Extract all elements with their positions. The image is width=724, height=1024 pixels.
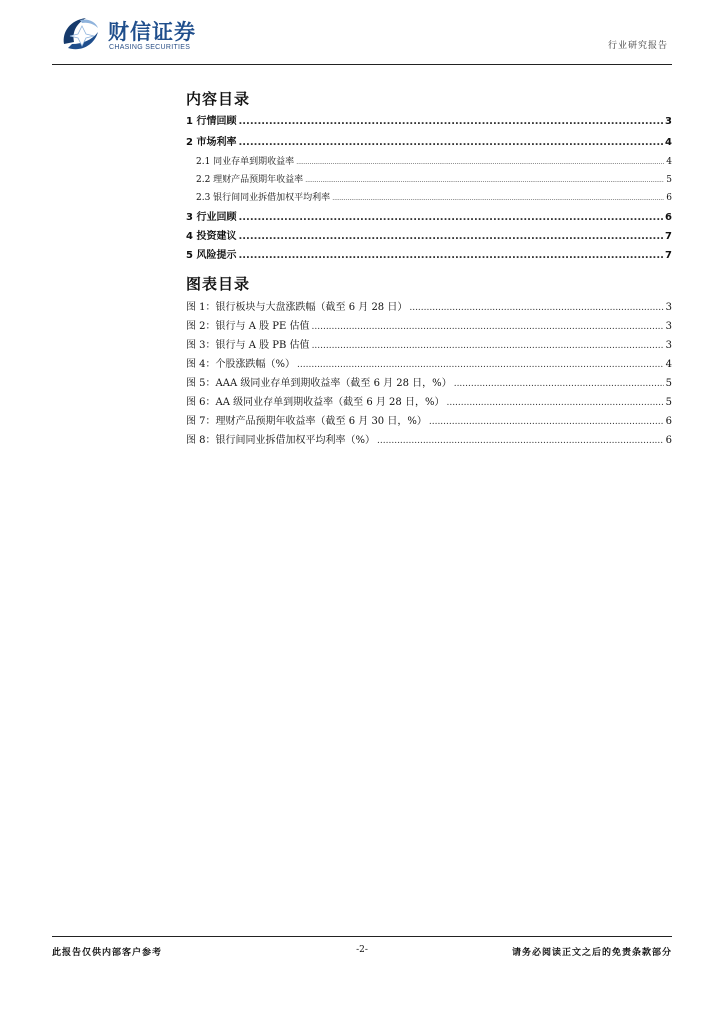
toc-entry-label: 2.3 银行间同业拆借加权平均利率 [196,193,331,203]
figure-entry-label: 图 8：银行间同业拆借加权平均利率（%） [186,435,376,446]
leader-dots [297,360,664,370]
toc-entry-page: 3 [665,116,672,127]
figure-entry-label: 图 4：个股涨跌幅（%） [186,359,296,370]
toc-entry-label: 4 投资建议 [186,231,237,242]
toc-subentry[interactable] [196,172,672,185]
figure-entry-label: 图 5：AAA 级同业存单到期收益率（截至 6 月 28 日，%） [186,378,452,389]
report-type-label: 行业研究报告 [607,41,668,51]
toc-entry-label: 3 行业回顾 [186,212,237,223]
figure-entry-label: 图 1：银行板块与大盘涨跌幅（截至 6 月 28 日） [186,302,408,313]
leader-dots [238,250,663,261]
toc-entry[interactable] [186,208,672,223]
figure-entry[interactable] [186,317,672,332]
toc-entry[interactable] [186,133,672,148]
figure-entry[interactable] [186,298,672,313]
company-logo [58,14,218,54]
footer-disclaimer-left: 此报告仅供内部客户参考 [52,948,163,958]
leader-dots [238,116,663,127]
leader-dots [454,379,664,389]
footer-divider [52,936,672,937]
leader-dots [296,159,664,166]
figure-entry-label: 图 2：银行与 A 股 PE 估值 [186,321,310,332]
leader-dots [238,212,663,223]
figure-entry-label: 图 6：AA 级同业存单到期收益率（截至 6 月 28 日，%） [186,397,445,408]
toc-entry[interactable] [186,246,672,261]
leader-dots [305,177,664,184]
figure-entry-page: 3 [665,340,672,351]
page-number: -2- [356,945,368,955]
figure-entry-page: 5 [665,378,672,389]
figure-entry[interactable] [186,374,672,389]
toc-entry-label: 1 行情回顾 [186,116,237,127]
contents-title: 内容目录 [186,90,251,108]
figure-entry-page: 6 [665,435,672,446]
logo-english-name: CHASING SECURITIES [109,44,191,51]
toc-entry-page: 4 [666,157,672,167]
toc-subentry[interactable] [196,190,672,203]
logo-mark-icon [58,14,102,54]
toc-entry-label: 2.1 同业存单到期收益率 [196,157,295,167]
footer-disclaimer-right: 请务必阅读正文之后的免责条款部分 [511,948,672,958]
figure-entry[interactable] [186,393,672,408]
figure-entry[interactable] [186,336,672,351]
toc-entry-page: 4 [665,137,672,148]
figure-entry[interactable] [186,412,672,427]
figure-entry-label: 图 3：银行与 A 股 PB 估值 [186,340,310,351]
figure-entry-page: 3 [665,302,672,313]
toc-entry-label: 5 风险提示 [186,250,237,261]
figure-entry[interactable] [186,431,672,446]
leader-dots [429,417,664,427]
toc-entry-page: 7 [665,250,672,261]
toc-entry-page: 6 [666,193,672,203]
figure-entry-page: 6 [665,416,672,427]
toc-entry-page: 5 [666,175,672,185]
logo-chinese-name: 财信证券 [108,20,196,44]
figures-title: 图表目录 [186,275,251,293]
figure-entry-label: 图 7：理财产品预期年收益率（截至 6 月 30 日，%） [186,416,427,427]
figure-entry[interactable] [186,355,672,370]
header-divider [52,64,672,65]
page-header [0,0,724,70]
toc-subentry[interactable] [196,154,672,167]
toc-entry[interactable] [186,227,672,242]
leader-dots [238,231,663,242]
leader-dots [446,398,663,408]
figure-entry-page: 3 [665,321,672,332]
toc-entry-page: 7 [665,231,672,242]
toc-entry[interactable] [186,112,672,127]
leader-dots [238,137,663,148]
figure-entry-page: 4 [665,359,672,370]
leader-dots [332,195,664,202]
figure-entry-page: 5 [665,397,672,408]
toc-entry-label: 2 市场利率 [186,137,237,148]
toc-entry-page: 6 [665,212,672,223]
leader-dots [312,341,664,351]
leader-dots [377,436,664,446]
leader-dots [409,303,663,313]
leader-dots [312,322,664,332]
toc-entry-label: 2.2 理财产品预期年收益率 [196,175,304,185]
